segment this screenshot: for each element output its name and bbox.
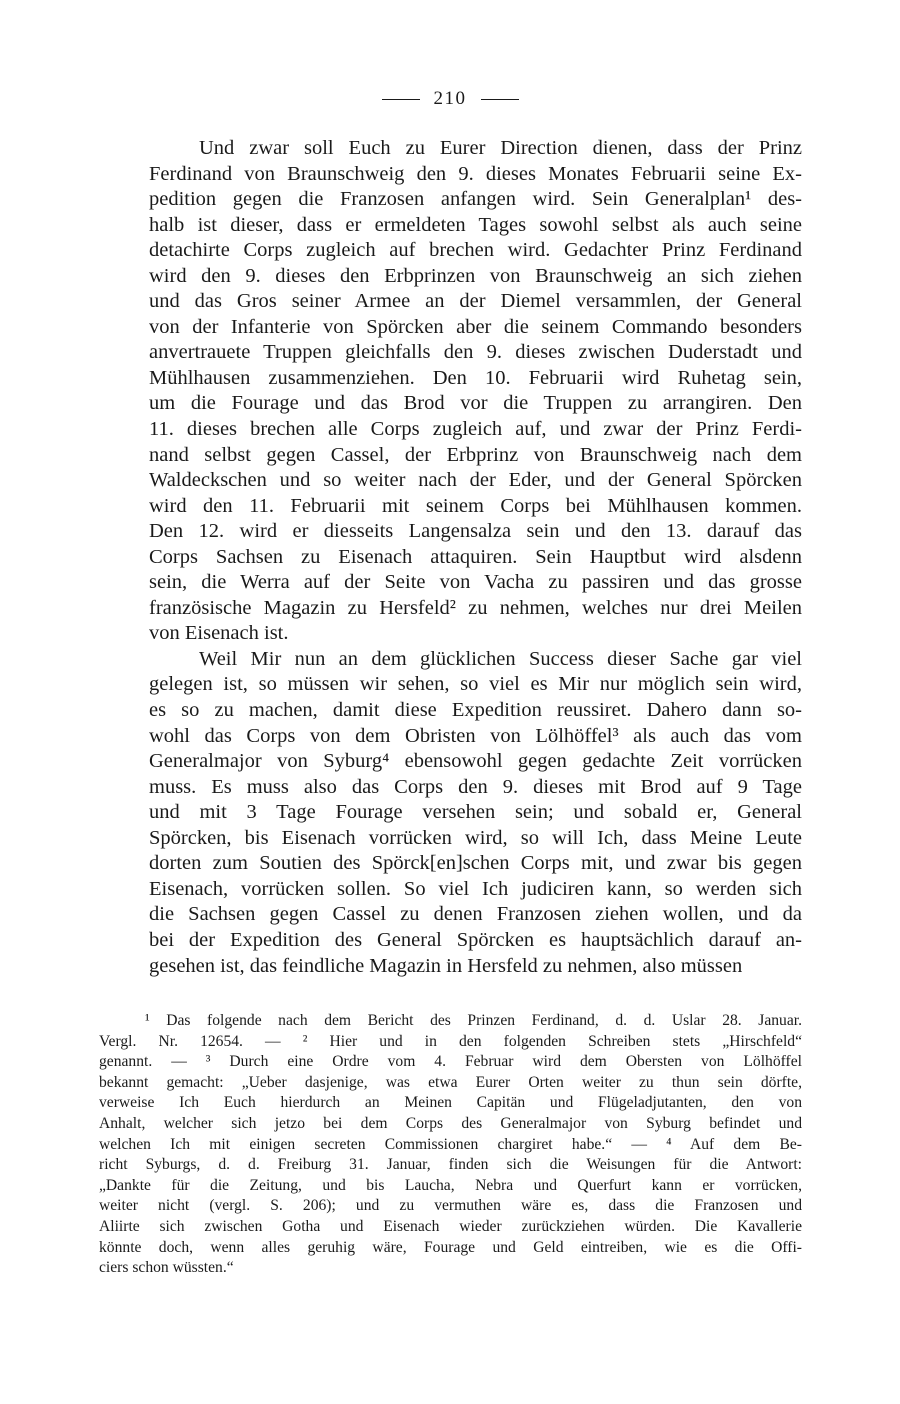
text-line: muss. Es muss also das Corps den 9. dieses mit Brod auf 9 Tage bbox=[149, 775, 802, 798]
text-line: wohl das Corps von dem Obristen von Lölhöffel³ als auch das vom bbox=[149, 724, 802, 747]
footnote-line: könnte doch, wenn alles geruhig wäre, Fourage und Geld eintreiben, wie es die Offi- bbox=[99, 1238, 802, 1256]
text-line: französische Magazin zu Hersfeld² zu nehmen, welches nur drei Meilen bbox=[149, 596, 802, 619]
text-line: dorten zum Soutien des Spörck[en]schen Corps mit, und zwar bis gegen bbox=[149, 852, 802, 875]
text-line: 11. dieses brechen alle Corps zugleich auf, und zwar der Prinz Ferdi- bbox=[149, 418, 802, 441]
text-line: detachirte Corps zugleich auf brechen wird. Gedachter Prinz Ferdinand bbox=[149, 239, 802, 262]
text-line: bei der Expedition des General Spörcken es hauptsächlich darauf an- bbox=[149, 928, 802, 951]
text-line: es so zu machen, damit diese Expedition reussiret. Dahero dann so- bbox=[149, 699, 802, 722]
footnote-line: welchen Ich mit einigen secreten Commissionen chargiret habe.“ — ⁴ Auf dem Be- bbox=[99, 1135, 802, 1153]
text-line: Waldeckschen und so weiter nach der Eder, und der General Spörcken bbox=[149, 469, 802, 492]
text-line: Eisenach, vorrücken sollen. So viel Ich judiciren kann, so werden sich bbox=[149, 877, 802, 900]
text-line: von Eisenach ist. bbox=[149, 622, 289, 645]
footnote-line: weiter nicht (vergl. S. 206); und zu vermuthen wäre es, dass die Franzosen und bbox=[99, 1197, 802, 1215]
text-line: nand selbst gegen Cassel, der Erbprinz von Braunschweig nach dem bbox=[149, 443, 802, 466]
footnote-line: Aliirte sich zwischen Gotha und Eisenach wieder zurückziehen würden. Die Kavallerie bbox=[99, 1217, 802, 1235]
text-line: Generalmajor von Syburg⁴ ebensowohl gegen gedachte Zeit vorrücken bbox=[149, 750, 802, 773]
text-line: Corps Sachsen zu Eisenach attaquiren. Sein Hauptbut wird alsdenn bbox=[149, 545, 802, 568]
text-line: pedition gegen die Franzosen anfangen wird. Sein Generalplan¹ des- bbox=[149, 188, 802, 211]
text-line: sein, die Werra auf der Seite von Vacha zu passiren und das grosse bbox=[149, 571, 802, 594]
paragraph-1 bbox=[99, 136, 802, 647]
footnote-line: ciers schon wüssten.“ bbox=[99, 1259, 234, 1277]
footnote-line: „Dankte für die Zeitung, und bis Laucha, Nebra und Querfurt kann er vorrücken, bbox=[99, 1176, 802, 1194]
text-line: wird den 11. Februarii mit seinem Corps bei Mühlhausen kommen. bbox=[149, 494, 802, 517]
text-line: gelegen ist, so müssen wir sehen, so viel es Mir nur möglich sein wird, bbox=[149, 673, 802, 696]
text-line: und mit 3 Tage Fourage versehen sein; und sobald er, General bbox=[149, 801, 802, 824]
text-line: Spörcken, bis Eisenach vorrücken wird, so will Ich, dass Meine Leute bbox=[149, 826, 802, 849]
footnote-line: verweise Ich Euch hierdurch an Meinen Capitän und Flügeladjutanten, den von bbox=[99, 1094, 802, 1112]
text-line: Weil Mir nun an dem glücklichen Success dieser Sache gar viel bbox=[199, 647, 802, 670]
footnote-line: Vergl. Nr. 12654. — ² Hier und in den folgenden Schreiben stets „Hirschfeld“ bbox=[99, 1032, 802, 1050]
text-line: von der Infanterie von Spörcken aber die seinem Commando besonders bbox=[149, 315, 802, 338]
text-line: und das Gros seiner Armee an der Diemel versammlen, der General bbox=[149, 290, 802, 313]
text-line: Mühlhausen zusammenziehen. Den 10. Februarii wird Ruhetag sein, bbox=[149, 366, 802, 389]
header-rule-right bbox=[481, 99, 519, 100]
text-line: die Sachsen gegen Cassel zu denen Franzosen ziehen wollen, und da bbox=[149, 903, 802, 926]
text-line: um die Fourage und das Brod vor die Truppen zu arrangiren. Den bbox=[149, 392, 802, 415]
text-line: Ferdinand von Braunschweig den 9. dieses Monates Februarii seine Ex- bbox=[149, 162, 802, 185]
footnote-line: genannt. — ³ Durch eine Ordre vom 4. Februar wird dem Obersten von Lölhöffel bbox=[99, 1053, 802, 1071]
paragraph-2 bbox=[99, 647, 802, 979]
text-line: Den 12. wird er diesseits Langensalza sein und den 13. darauf das bbox=[149, 520, 802, 543]
page-number: 210 bbox=[433, 88, 467, 109]
text-line: gesehen ist, das feindliche Magazin in Hersfeld zu nehmen, also müssen bbox=[149, 954, 743, 977]
body-text bbox=[99, 136, 802, 979]
footnote-line: richt Syburgs, d. d. Freiburg 31. Januar, finden sich die Weisungen für die Antwort: bbox=[99, 1156, 802, 1174]
footnotes bbox=[99, 1011, 802, 1279]
footnote-line: Anhalt, welcher sich jetzo bei dem Corps des Generalmajor von Syburg befindet und bbox=[99, 1114, 802, 1132]
footnote-line: ¹ Das folgende nach dem Bericht des Prinzen Ferdinand, d. d. Uslar 28. Januar. bbox=[145, 1012, 802, 1029]
text-line: anvertrauete Truppen gleichfalls den 9. dieses zwischen Duderstadt und bbox=[149, 341, 802, 364]
page-header bbox=[0, 88, 900, 110]
footnote-line: bekannt gemacht: „Ueber dasjenige, was etwa Eurer Orten weiter zu thun sein dörfte, bbox=[99, 1073, 802, 1091]
header-rule-left bbox=[382, 99, 420, 100]
text-line: halb ist dieser, dass er ermeldeten Tages sowohl selbst als auch seine bbox=[149, 213, 802, 236]
text-line: wird den 9. dieses den Erbprinzen von Braunschweig an sich ziehen bbox=[149, 264, 802, 287]
text-line: Und zwar soll Euch zu Eurer Direction dienen, dass der Prinz bbox=[199, 137, 802, 159]
